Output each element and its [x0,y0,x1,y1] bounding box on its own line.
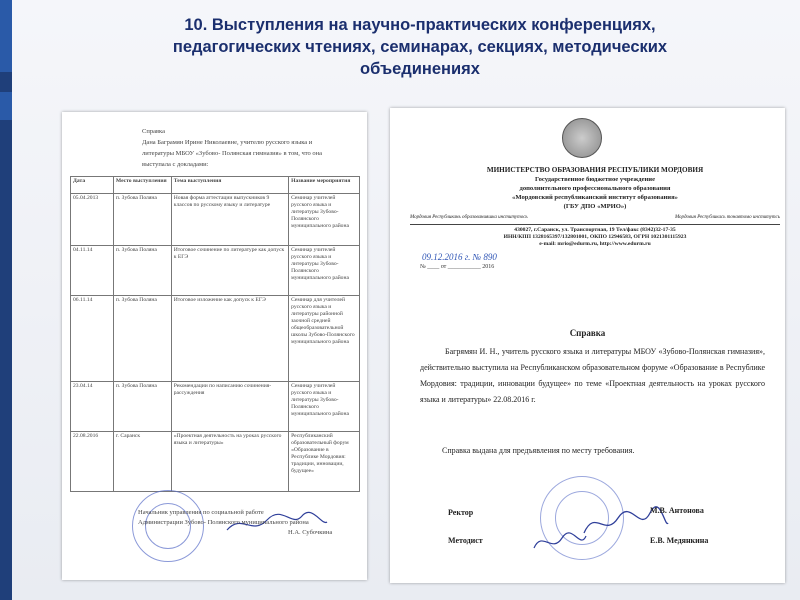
left-certificate-scan [62,112,367,580]
table-cell: Итоговое изложение как допуск к ЕГЭ [171,296,288,382]
table-header-row [71,177,360,194]
table-row [71,382,360,432]
side-bar-accent-mid [0,92,12,120]
table-cell: 05.04.2013 [71,194,114,246]
left-doc-intro-line: Дана Баграмян Ирине Николаевне, учителю русского языка и [142,139,313,146]
table-header-cell: Название мероприятия [289,177,360,194]
org-line: дополнительного профессионального образования [519,185,671,192]
coat-of-arms-icon [562,118,602,158]
rector-label: Ректор [448,508,474,517]
left-doc-intro-line: выступала с докладами: [142,161,209,168]
table-cell: п. Зубова Поляна [113,194,171,246]
letterhead-sub [410,213,780,222]
slide-title-line: педагогических чтениях, семинарах, секциях, методических [172,38,668,56]
slide-title [60,14,780,80]
registration-blank: № ____ от ___________ 2016 [420,264,495,270]
table-cell: Семинар учителей русского языка и литературы Зубово-Полянского муниципального района [289,382,360,432]
org-line: Государственное бюджетное учреждение [534,176,656,183]
table-cell: Семинар для учителей русского языка и литературы районной заочной средней общеобразовательной школы Зубово-Полянского муниципального района [289,296,360,382]
left-doc-heading: Справка [142,128,165,135]
left-doc-footer [138,508,333,536]
table-cell: Рекомендации по написанию сочинения- рассуждения [171,382,288,432]
ministry-name: МИНИСТЕРСТВО ОБРАЗОВАНИЯ РЕСПУБЛИКИ МОРДОВИЯ [486,166,704,174]
left-doc-footer-line: Начальник управления по социальной работе [138,509,264,516]
table-cell: Семинар учителей русского языка и литературы Зубово-Полянского муниципального района [289,246,360,296]
table-header-cell: Место выступления [113,177,171,194]
right-certificate-scan [390,108,785,583]
handwritten-registration: 09.12.2016 г. № 890 [422,252,497,262]
side-bar-accent-top [0,0,12,72]
table-cell: Новая форма аттестации выпускников 9 классов по русскому языку и литературе [171,194,288,246]
table-cell: п. Зубова Поляна [113,246,171,296]
table-cell: 22.08.2016 [71,432,114,492]
org-line: «Мордовский республиканский институт образования» [512,194,678,201]
table-cell: г. Саранск [113,432,171,492]
table-cell: п. Зубова Поляна [113,382,171,432]
address-line: ИНН/КПП 1328165397/132801001, ОКПО 12946583, ОГРН 1021301115923 [503,234,687,240]
letterhead [410,166,780,248]
rector-name: М.В. Антонова [650,506,704,515]
methodist-name: Е.В. Медянкина [650,536,709,545]
left-doc-intro-line: литературы МБОУ «Зубово- Полянская гимназия» в том, что она [142,150,322,157]
left-doc-signer: Н.А. Субочкина [288,529,333,536]
table-header-cell: Тема выступления [171,177,288,194]
table-cell: 06.11.14 [71,296,114,382]
certificate-title: Справка [569,328,606,338]
table-cell: 04.11.14 [71,246,114,296]
certificate-body: Багрямян И. Н., учитель русского языка и литературы МБОУ «Зубово-Полянская гимназия», действительно выступила на Республиканском образовательном форуме «Образование в Республике Мордовия: традиции, инновации будущее» по теме «Проектная деятельность на уроках русского языка и литературы» 22.08.2016 г. [420,347,765,404]
table-cell: Республиканский образовательный форум «Образование в Республике Мордовия: традиции, инновации, будущее» [289,432,360,492]
slide-side-bar [0,0,12,600]
table-cell: Семинар учителей русского языка и литературы Зубово-Полянского муниципального района [289,194,360,246]
address-line: e-mail: mrio@edurm.ru, http://www.edurm.ru [539,241,651,247]
slide-title-line: объединениях [360,60,480,78]
table-row [71,432,360,492]
letterhead-sub-left: Мордовия Республикань образованияшка институтось [410,215,528,220]
slide-title-line: 10. Выступления на научно-практических конференциях, [184,16,656,34]
table-row [71,246,360,296]
letterhead-sub-right: Мордовия Республикась тонавтомо институтсь [674,215,780,220]
methodist-signature-icon [530,526,590,556]
address-line: 430027, г.Саранск, ул. Транспортная, 19 Тел/факс (8342)32-17-35 [514,227,676,233]
table-row [71,194,360,246]
left-doc-intro [142,126,322,170]
table-cell: Итоговое сочинение по литературе как допуск к ЕГЭ [171,246,288,296]
table-cell: п. Зубова Поляна [113,296,171,382]
table-cell: «Проектная деятельность на уроках русского языка и литературы» [171,432,288,492]
table-header-cell: Дата [71,177,114,194]
table-row [71,296,360,382]
table-cell: 23.04.14 [71,382,114,432]
registration-line [420,252,497,270]
methodist-label: Методист [448,536,483,545]
left-doc-footer-line: Администрации Зубово- Полянского муниципального района [138,519,309,526]
org-line: (ГБУ ДПО «МРИО») [563,203,627,210]
letterhead-divider [410,224,780,225]
speeches-table [70,176,360,492]
certificate-issued-note: Справка выдана для предъявления по месту требования. [442,446,635,455]
